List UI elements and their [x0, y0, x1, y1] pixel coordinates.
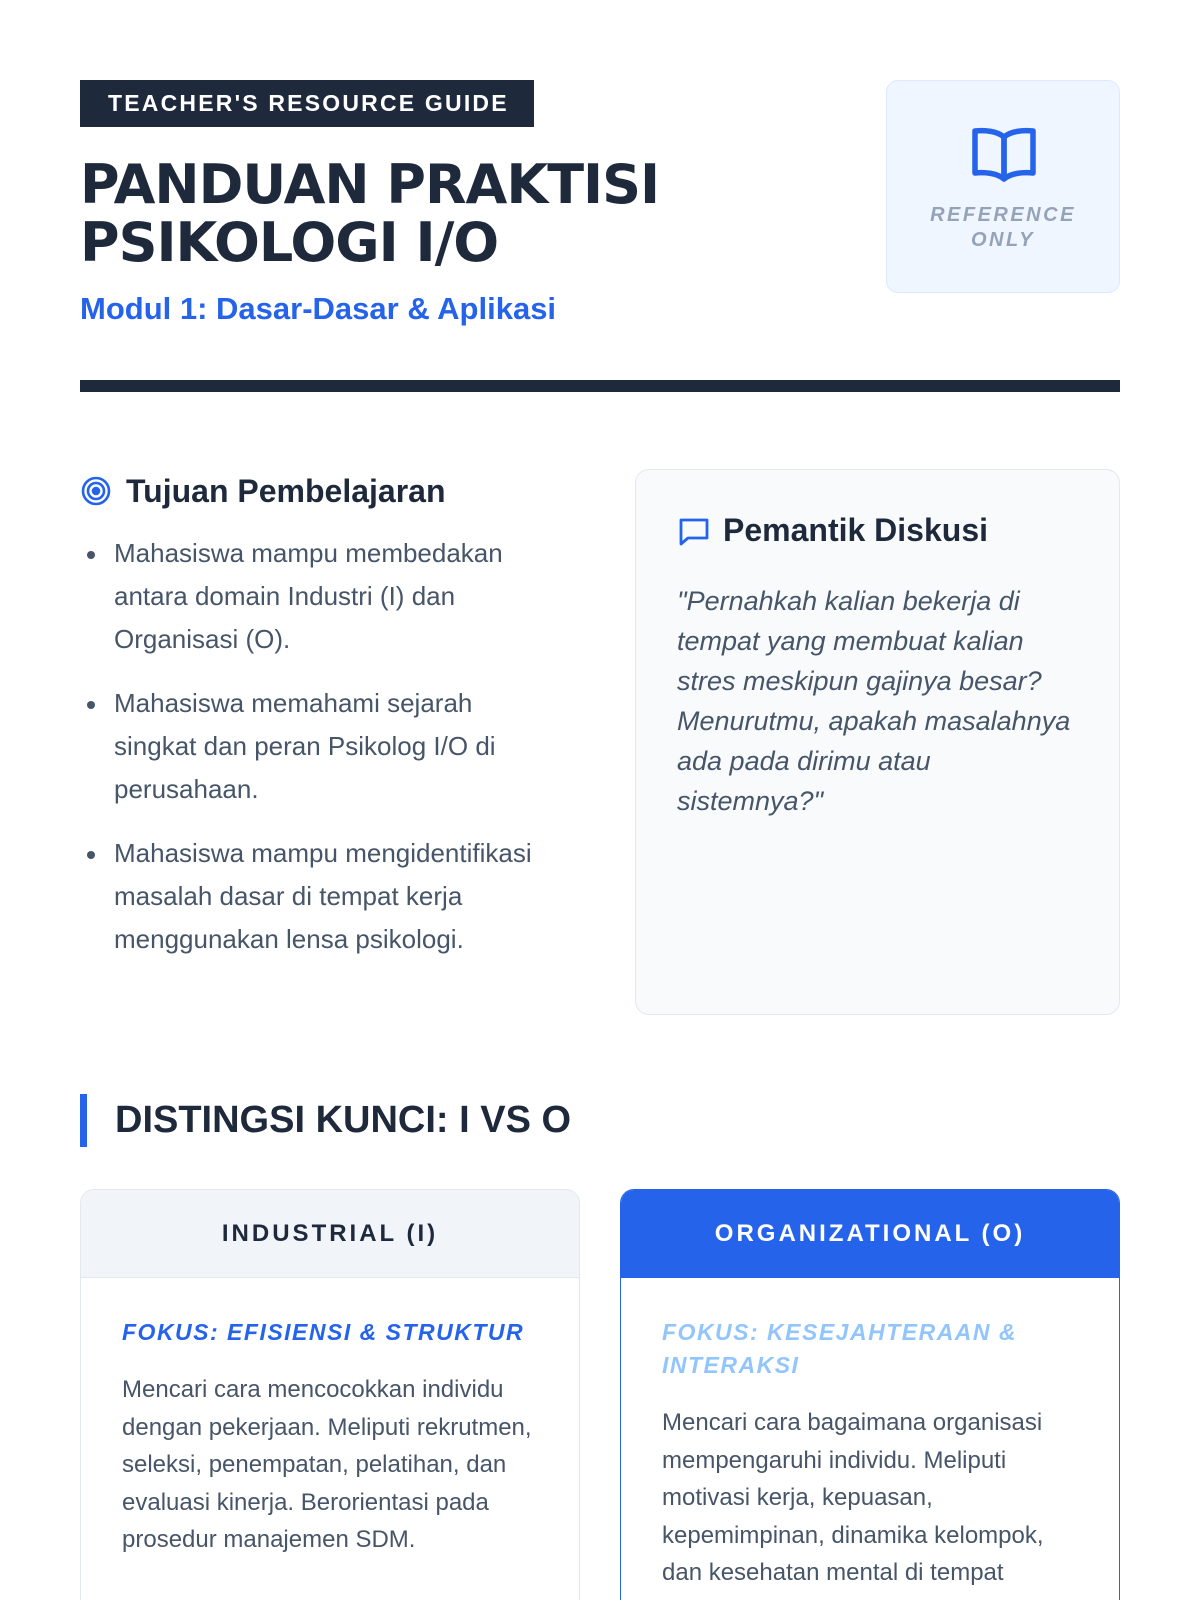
book-icon: [971, 125, 1037, 185]
reference-label-line-2: ONLY: [970, 229, 1036, 251]
page-title-line-2: PSIKOLOGI I/O: [80, 211, 499, 274]
chat-icon: [677, 514, 711, 548]
reference-label-line-1: REFERENCE: [930, 204, 1076, 226]
organizational-card: [620, 1189, 1120, 1600]
distinction-title: DISTINGSI KUNCI: I VS O: [115, 1099, 572, 1141]
discussion-card: [635, 469, 1120, 1015]
objectives-list: [80, 532, 560, 961]
list-item: Mahasiswa memahami sejarah singkat dan peran Psikolog I/O di perusahaan.: [80, 682, 560, 811]
reference-label: [887, 203, 1119, 253]
learning-objectives: [80, 468, 560, 982]
organizational-description: Mencari cara bagaimana organisasi mempengaruhi individu. Meliputi motivasi kerja, kepuasan, kepemimpinan, dinamika kelompok, dan kesehatan mental di tempat: [662, 1409, 1044, 1586]
page-title-line-1: PANDUAN PRAKTISI: [80, 153, 660, 216]
objectives-title: Tujuan Pembelajaran: [126, 472, 446, 509]
discussion-title: Pemantik Diskusi: [723, 512, 988, 548]
header-divider: [80, 380, 1120, 392]
list-item: Mahasiswa mampu mengidentifikasi masalah dasar di tempat kerja menggunakan lensa psikologi.: [80, 832, 560, 961]
organizational-focus: FOKUS: KESEJAHTERAAN & INTERAKSI: [662, 1319, 1018, 1378]
reference-badge: [886, 80, 1120, 293]
list-item: Mahasiswa mampu membedakan antara domain Industri (I) dan Organisasi (O).: [80, 532, 560, 661]
industrial-body: [81, 1278, 579, 1559]
page-title: [80, 153, 660, 274]
industrial-card: [80, 1189, 580, 1600]
industrial-focus: FOKUS: EFISIENSI & STRUKTUR: [122, 1319, 525, 1345]
heading-accent-bar: [80, 1094, 87, 1147]
distinction-heading: [80, 1094, 571, 1147]
resource-tag: TEACHER'S RESOURCE GUIDE: [80, 80, 534, 127]
resource-guide-page: [80, 80, 1120, 1586]
industrial-heading: INDUSTRIAL (I): [81, 1190, 579, 1278]
module-subtitle: Modul 1: Dasar-Dasar & Aplikasi: [80, 291, 557, 326]
organizational-body: [621, 1278, 1119, 1592]
page-header: [80, 80, 1120, 380]
industrial-description: Mencari cara mencocokkan individu dengan pekerjaan. Meliputi rekrutmen, seleksi, penempatan, pelatihan, dan evaluasi kinerja. Berorientasi pada prosedur manajemen SDM.: [122, 1376, 532, 1553]
objectives-heading: [80, 468, 560, 514]
discussion-heading: [677, 512, 988, 549]
target-icon: [80, 475, 112, 507]
discussion-quote: "Pernahkah kalian bekerja di tempat yang membuat kalian stres meskipun gajinya besar? Menurutmu, apakah masalahnya ada pada dirimu atau sistemnya?": [677, 586, 1071, 816]
organizational-heading: ORGANIZATIONAL (O): [621, 1190, 1119, 1278]
